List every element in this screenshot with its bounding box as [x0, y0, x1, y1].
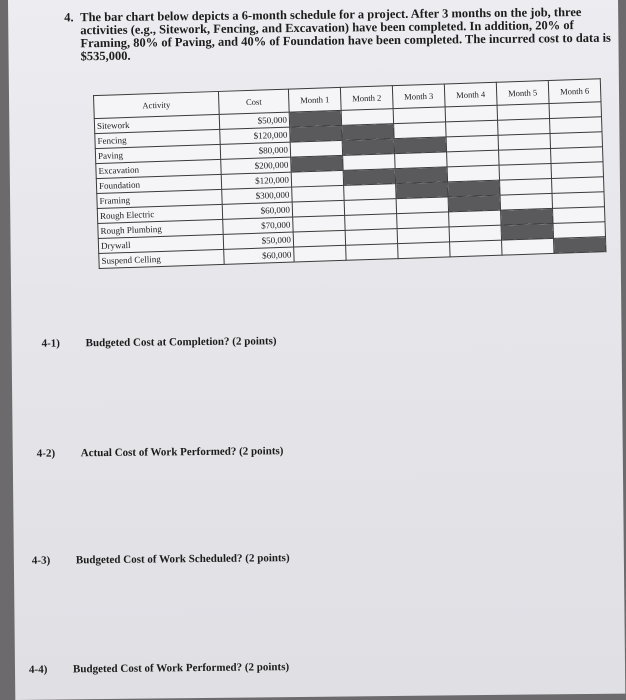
month-cell-scheduled [448, 180, 500, 197]
cost-cell: $60,000 [222, 202, 292, 219]
month-cell-empty [552, 177, 604, 194]
month-cell-empty [550, 117, 602, 134]
month-cell-scheduled [395, 167, 447, 184]
prompt-text: Budgeted Cost at Completion? (2 points) [85, 335, 277, 350]
prompt-number: 4-4) [28, 663, 48, 676]
activity-cell: Drywall [98, 234, 223, 253]
month-cell-empty [553, 207, 605, 224]
question-number: 4. [64, 10, 74, 25]
month-cell-empty [551, 162, 603, 179]
month-cell-empty [393, 107, 445, 124]
month-cell-empty [449, 210, 501, 227]
month-cell-empty [499, 163, 551, 180]
month-cell-empty [498, 118, 550, 135]
cost-cell: $120,000 [221, 172, 291, 189]
month-cell-empty [446, 135, 498, 152]
activity-cell: Excavation [96, 159, 221, 178]
prompt-number: 4-1) [41, 337, 60, 350]
cost-cell: $80,000 [220, 142, 290, 159]
header-month-5: Month 5 [496, 81, 549, 106]
month-cell-scheduled [448, 195, 500, 212]
header-month-6: Month 6 [548, 79, 601, 104]
month-cell-empty [549, 102, 601, 119]
month-cell-scheduled [342, 139, 394, 156]
schedule-body [94, 102, 606, 269]
header-activity: Activity [94, 91, 220, 118]
activity-cell: Sitework [94, 114, 219, 133]
month-cell-scheduled [554, 237, 606, 254]
month-cell-empty [551, 147, 603, 164]
month-cell-empty [550, 132, 602, 149]
cost-cell: $120,000 [220, 127, 290, 144]
worksheet-page [8, 0, 625, 700]
question-4-intro [66, 6, 615, 64]
activity-cell: Fencing [95, 129, 220, 148]
month-cell-empty [397, 227, 449, 244]
month-cell-empty [553, 222, 605, 239]
prompt-4-2 [37, 445, 284, 460]
activity-cell: Paving [95, 144, 220, 163]
month-cell-empty [346, 244, 398, 261]
header-month-3: Month 3 [392, 84, 445, 109]
month-cell-empty [396, 197, 448, 214]
cost-cell: $50,000 [219, 112, 289, 129]
month-cell-empty [344, 184, 396, 201]
prompt-number: 4-2) [36, 447, 56, 460]
month-cell-empty [398, 242, 450, 259]
cost-cell: $70,000 [223, 217, 293, 234]
schedule-table [93, 78, 606, 269]
month-cell-empty [291, 170, 343, 187]
month-cell-empty [292, 200, 344, 217]
prompt-number: 4-3) [31, 554, 51, 567]
prompt-text: Budgeted Cost of Work Performed? (2 points) [72, 661, 290, 676]
prompt-4-3 [32, 552, 290, 567]
cost-cell: $200,000 [221, 157, 291, 174]
month-cell-empty [500, 178, 552, 195]
month-cell-empty [395, 152, 447, 169]
month-cell-scheduled [396, 182, 448, 199]
prompt-text: Budgeted Cost of Work Scheduled? (2 points) [75, 552, 290, 567]
header-cost: Cost [218, 89, 289, 114]
month-cell-empty [345, 214, 397, 231]
month-cell-empty [497, 104, 549, 121]
cost-cell: $50,000 [223, 232, 293, 249]
question-text: The bar chart below depicts a 6-month schedule for a project. After 3 months on the job, three activities (e.g., Sitework, Fencing, and Excavation) have been completed. In addition, 20% of Framing, 80% of Paving, and 40% of Foundation have been completed. The incurred cost to data is $535,000. [80, 4, 611, 64]
activity-cell: Framing [97, 189, 222, 208]
activity-cell: Foundation [96, 174, 221, 193]
month-cell-empty [449, 225, 501, 242]
month-cell-empty [293, 215, 345, 232]
month-cell-empty [499, 148, 551, 165]
month-cell-empty [294, 245, 346, 262]
month-cell-empty [344, 199, 396, 216]
month-cell-scheduled [394, 137, 446, 154]
activity-cell: Rough Plumbing [98, 219, 223, 238]
month-cell-empty [502, 238, 554, 255]
month-cell-scheduled [343, 169, 395, 186]
month-cell-empty [447, 165, 499, 182]
month-cell-empty [345, 229, 397, 246]
month-cell-empty [290, 140, 342, 157]
prompt-4-1 [42, 335, 277, 349]
month-cell-scheduled [290, 125, 342, 142]
month-cell-scheduled [342, 124, 394, 141]
month-cell-empty [292, 185, 344, 202]
header-month-1: Month 1 [288, 87, 341, 112]
month-cell-scheduled [289, 110, 341, 127]
header-month-4: Month 4 [444, 82, 497, 107]
month-cell-scheduled [501, 223, 553, 240]
header-month-2: Month 2 [340, 86, 393, 111]
month-cell-empty [293, 230, 345, 247]
cost-cell: $300,000 [222, 187, 292, 204]
prompt-4-4 [29, 661, 289, 676]
month-cell-empty [343, 154, 395, 171]
activity-cell: Rough Electric [97, 204, 222, 223]
month-cell-empty [552, 192, 604, 209]
activity-cell: Suspend Celling [99, 249, 224, 268]
month-cell-empty [394, 122, 446, 139]
month-cell-empty [341, 109, 393, 126]
month-cell-empty [447, 150, 499, 167]
month-cell-scheduled [291, 155, 343, 172]
month-cell-scheduled [501, 208, 553, 225]
month-cell-empty [445, 105, 497, 122]
month-cell-empty [450, 240, 502, 257]
month-cell-empty [397, 212, 449, 229]
month-cell-empty [446, 120, 498, 137]
month-cell-empty [498, 133, 550, 150]
month-cell-empty [500, 193, 552, 210]
cost-cell: $60,000 [224, 247, 294, 264]
prompt-text: Actual Cost of Work Performed? (2 points) [80, 445, 284, 460]
